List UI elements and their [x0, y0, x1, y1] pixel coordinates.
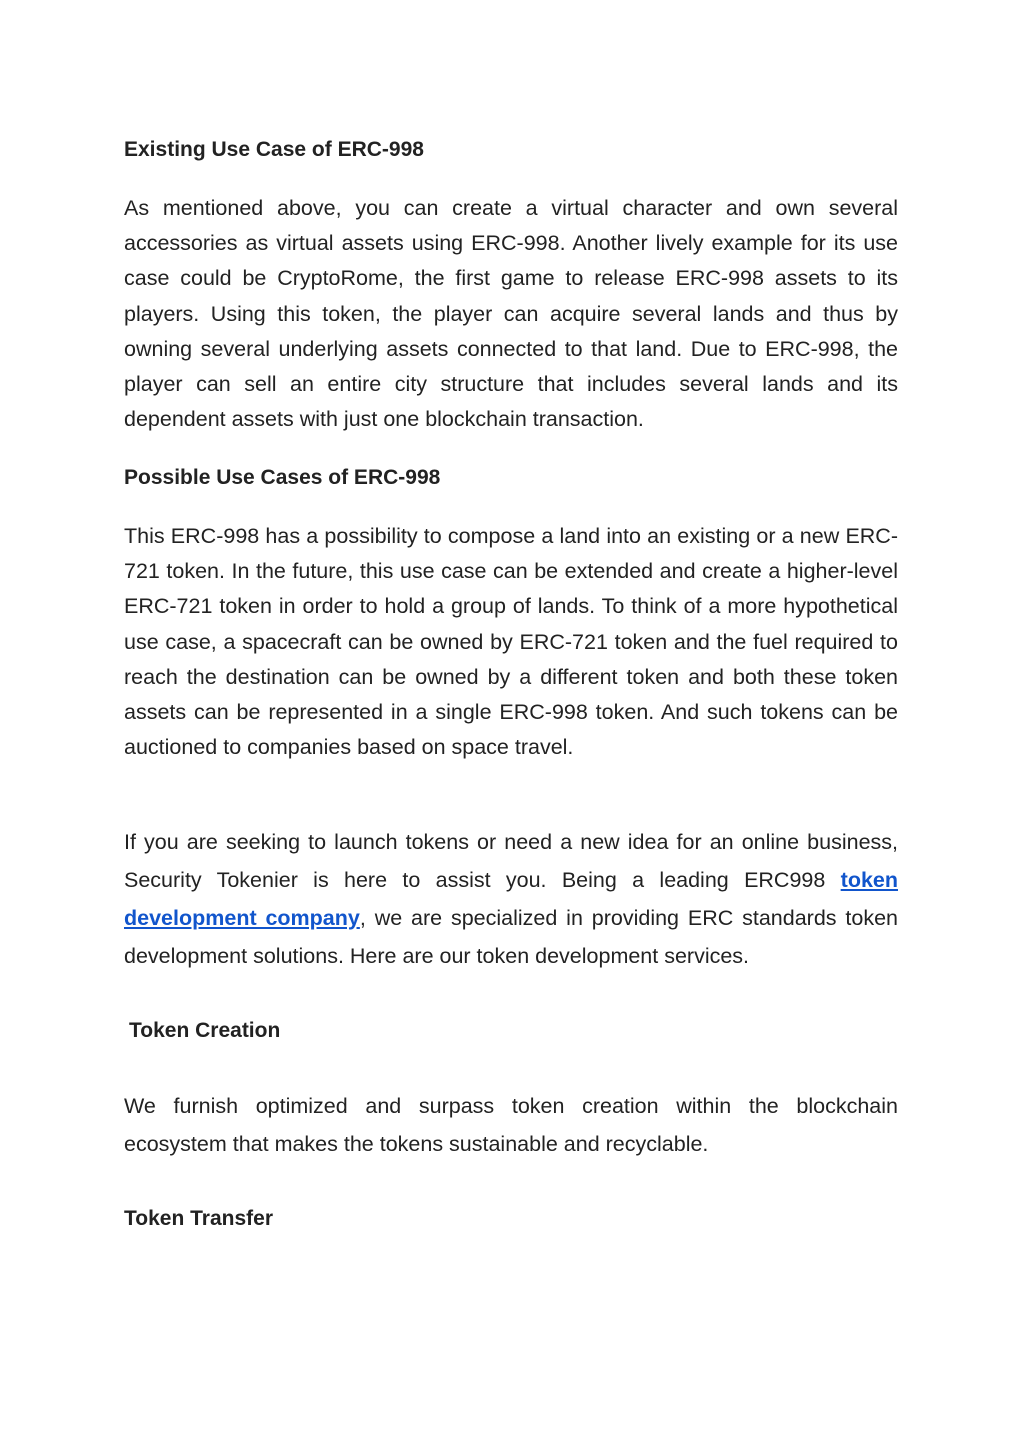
heading-possible-use-cases: Possible Use Cases of ERC-998 [124, 466, 441, 489]
paragraph-promo [124, 823, 898, 975]
paragraph-possible-use-cases: This ERC-998 has a possibility to compose a land into an existing or a new ERC-721 token. In the future, this use case can be extended and create a higher-level ERC-721 token in order to hold a group of lands. To think of a more hypothetical use case, a spacecraft can be owned by ERC-721 token and the fuel required to reach the destination can be owned by a different token and both these token assets can be represented in a single ERC-998 token. And such tokens can be auctioned to companies based on space travel. [124, 524, 898, 760]
promo-text-before: If you are seeking to launch tokens or need a new idea for an online business, Security Tokenier is here to assist you. Being a leading ERC998 [124, 830, 898, 892]
token-development-company-link[interactable]: token development company [124, 868, 898, 930]
paragraph-token-creation: We furnish optimized and surpass token creation within the blockchain ecosystem that makes the tokens sustainable and recyclable. [124, 1094, 898, 1156]
paragraph-existing-use-case: As mentioned above, you can create a virtual character and own several accessories as virtual assets using ERC-998. Another lively example for its use case could be CryptoRome, the first game to release ERC-998 assets to its players. Using this token, the player can acquire several lands and thus by owning several underlying assets connected to that land. Due to ERC-998, the player can sell an entire city structure that includes several lands and its dependent assets with just one blockchain transaction. [124, 196, 898, 432]
heading-existing-use-case: Existing Use Case of ERC-998 [124, 138, 424, 161]
promo-text-after: , we are specialized in providing ERC standards token development solutions. Here are our token development services. [124, 906, 898, 968]
document-page [124, 0, 898, 1446]
heading-token-creation: Token Creation [129, 1019, 281, 1042]
heading-token-transfer: Token Transfer [124, 1207, 273, 1230]
